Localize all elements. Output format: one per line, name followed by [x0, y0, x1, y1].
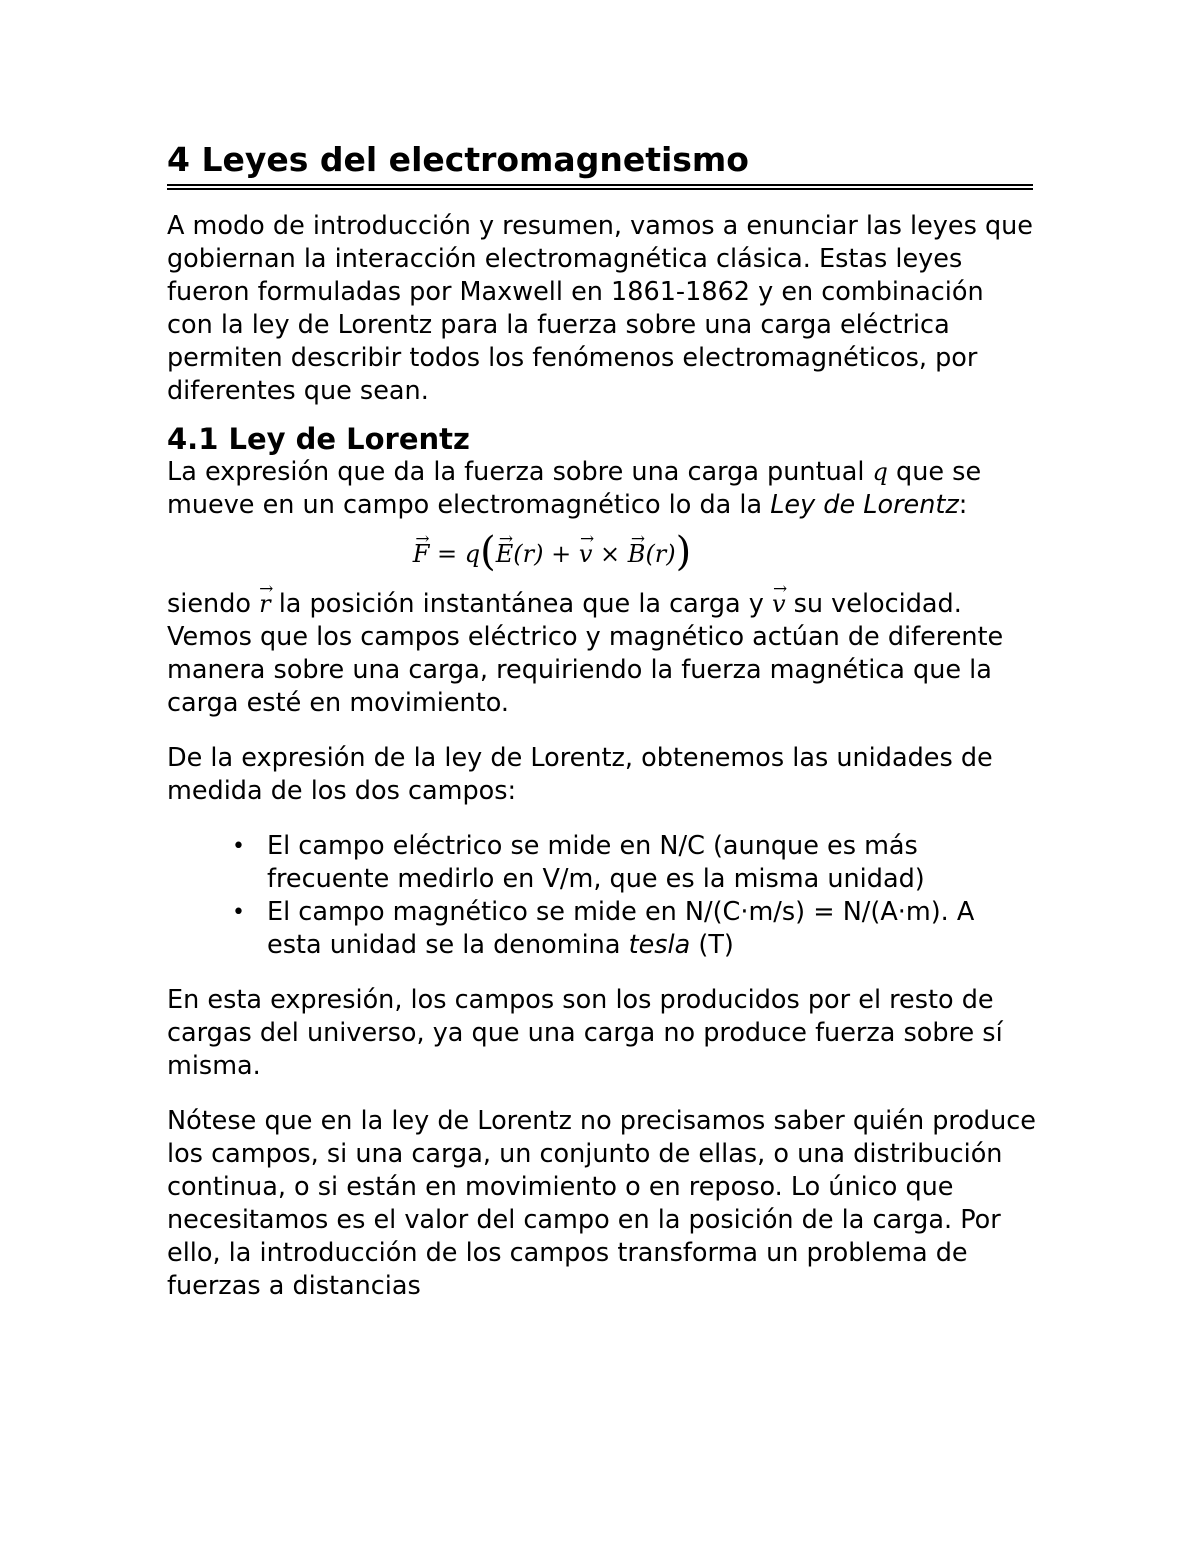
lorentz-law-emphasis: Ley de Lorentz — [770, 490, 959, 520]
chapter-title: 4 Leyes del electromagnetismo — [167, 140, 1033, 190]
eq-right-paren: ) — [675, 529, 692, 575]
fields-note-paragraph: Nótese que en la ley de Lorentz no precisamos saber quién produce los campos, si una carga, un conjunto de ellas, o una distribución continua, o si están en movimiento o en reposo. Lo único que necesitamos es el valor del campo en la posición de la carga. Por ello, la introducción de los campos transforma un problema de fuerzas a distancias — [167, 1106, 1036, 1301]
pv-text-c: su velocidad. Vemos que los campos eléctrico y magnético actúan de diferente manera sobre una carga, requiriendo la fuerza magnética que la carga esté en movimiento. — [167, 589, 1004, 718]
eq-electric-field: → E — [496, 530, 514, 578]
velocity-vector: → v — [772, 588, 786, 621]
intro-paragraph: A modo de introducción y resumen, vamos a enunciar las leyes que gobiernan la interacción electromagnética clásica. Estas leyes fueron formuladas por Maxwell en 1861-1862 y en combinación con la ley de Lorentz para la fuerza sobre una carga eléctrica permiten describir todos los fenómenos electromagnéticos, por diferentes que sean. — [167, 211, 1033, 406]
eq-position-2: (r) — [645, 540, 676, 568]
eq-force: → F — [413, 530, 430, 578]
document-page — [167, 140, 1037, 1303]
section-title: 4.1 Ley de Lorentz — [167, 422, 470, 456]
pv-text-a: siendo — [167, 589, 260, 619]
tesla-emphasis: tesla — [628, 930, 691, 960]
bullet-marker: • — [232, 834, 245, 859]
lorentz-force-equation — [167, 528, 1037, 588]
bullet-marker: • — [232, 900, 245, 925]
list-item-text-a: El campo magnético se mide en N/(C·m/s) = N/(A·m). A esta unidad se la denomina — [267, 897, 975, 960]
eq-cross: × — [592, 540, 628, 568]
eq-plus: + — [543, 540, 579, 568]
list-item — [232, 896, 1037, 962]
pv-text-b: la posición instantánea que la carga y — [270, 589, 772, 619]
lorentz-intro-paragraph — [167, 456, 1037, 522]
lorentz-intro-text-c: : — [958, 490, 968, 520]
position-vector: → r — [259, 588, 270, 621]
universe-charges-paragraph: En esta expresión, los campos son los producidos por el resto de cargas del universo, ya que una carga no produce fuerza sobre sí misma. — [167, 985, 1003, 1081]
units-paragraph: De la expresión de la ley de Lorentz, obtenemos las unidades de medida de los dos campos: — [167, 743, 993, 806]
units-list — [167, 830, 1037, 962]
eq-magnetic-field: → B — [628, 530, 646, 578]
eq-left-paren: ( — [480, 529, 496, 575]
list-item — [232, 830, 1037, 896]
eq-velocity: → v — [579, 530, 593, 578]
charge-variable: q — [872, 458, 888, 486]
eq-equals-q: = q — [429, 540, 481, 568]
list-item-text-b: (T) — [690, 930, 734, 960]
lorentz-intro-text-b: que se mueve en un campo electromagnético lo da la — [167, 457, 982, 520]
list-item-text: El campo eléctrico se mide en N/C (aunque es más frecuente medirlo en V/m, que es la misma unidad) — [267, 831, 925, 894]
position-velocity-paragraph — [167, 588, 1037, 720]
eq-position-1: (r) — [513, 540, 544, 568]
lorentz-intro-text-a: La expresión que da la fuerza sobre una carga puntual — [167, 457, 873, 487]
